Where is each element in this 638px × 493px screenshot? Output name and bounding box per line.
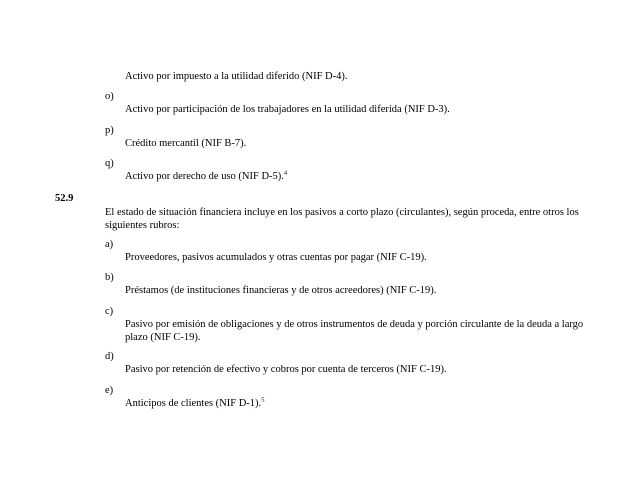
list-item-text: Anticipos de clientes (NIF D-1).$^5$ bbox=[125, 396, 265, 409]
list-item-text: Activo por impuesto a la utilidad diferido (NIF D-4). bbox=[125, 71, 348, 82]
list-item-text: Pasivo por retención de efectivo y cobros por cuenta de terceros (NIF C-19). bbox=[125, 364, 447, 375]
list-item-letter: q) bbox=[105, 158, 114, 169]
list-item-text: Activo por derecho de uso (NIF D-5).$^4$ bbox=[125, 169, 288, 182]
list-item-text: Crédito mercantil (NIF B-7). bbox=[125, 138, 247, 149]
list-item-letter: e) bbox=[105, 385, 114, 396]
list-item-text: Pasivo por emisión de obligaciones y de otros instrumentos de deuda y porción circulante de la deuda a largo plazo (NIF C-19). bbox=[125, 319, 584, 343]
list-item-text: Proveedores, pasivos acumulados y otras cuentas por pagar (NIF C-19). bbox=[125, 252, 427, 263]
list-item-text: Préstamos (de instituciones financieras y de otros acreedores) (NIF C-19). bbox=[125, 285, 437, 296]
section-number: 52.9 bbox=[55, 193, 74, 204]
list-item-letter: d) bbox=[105, 351, 114, 362]
footnote-ref[interactable]: 5 bbox=[261, 396, 265, 404]
list-item-letter: o) bbox=[105, 91, 114, 102]
footnote-ref[interactable]: 4 bbox=[283, 169, 288, 177]
list-item-letter: a) bbox=[105, 239, 114, 250]
list-item-letter: c) bbox=[105, 306, 114, 317]
section-intro: El estado de situación financiera incluye en los pasivos a corto plazo (circulantes), según proceda, entre otros los siguientes rubros: bbox=[105, 207, 579, 231]
list-item-text: Activo por participación de los trabajadores en la utilidad diferida (NIF D-3). bbox=[125, 104, 450, 115]
list-item-letter: b) bbox=[105, 272, 114, 283]
list-item-letter: p) bbox=[105, 125, 114, 136]
